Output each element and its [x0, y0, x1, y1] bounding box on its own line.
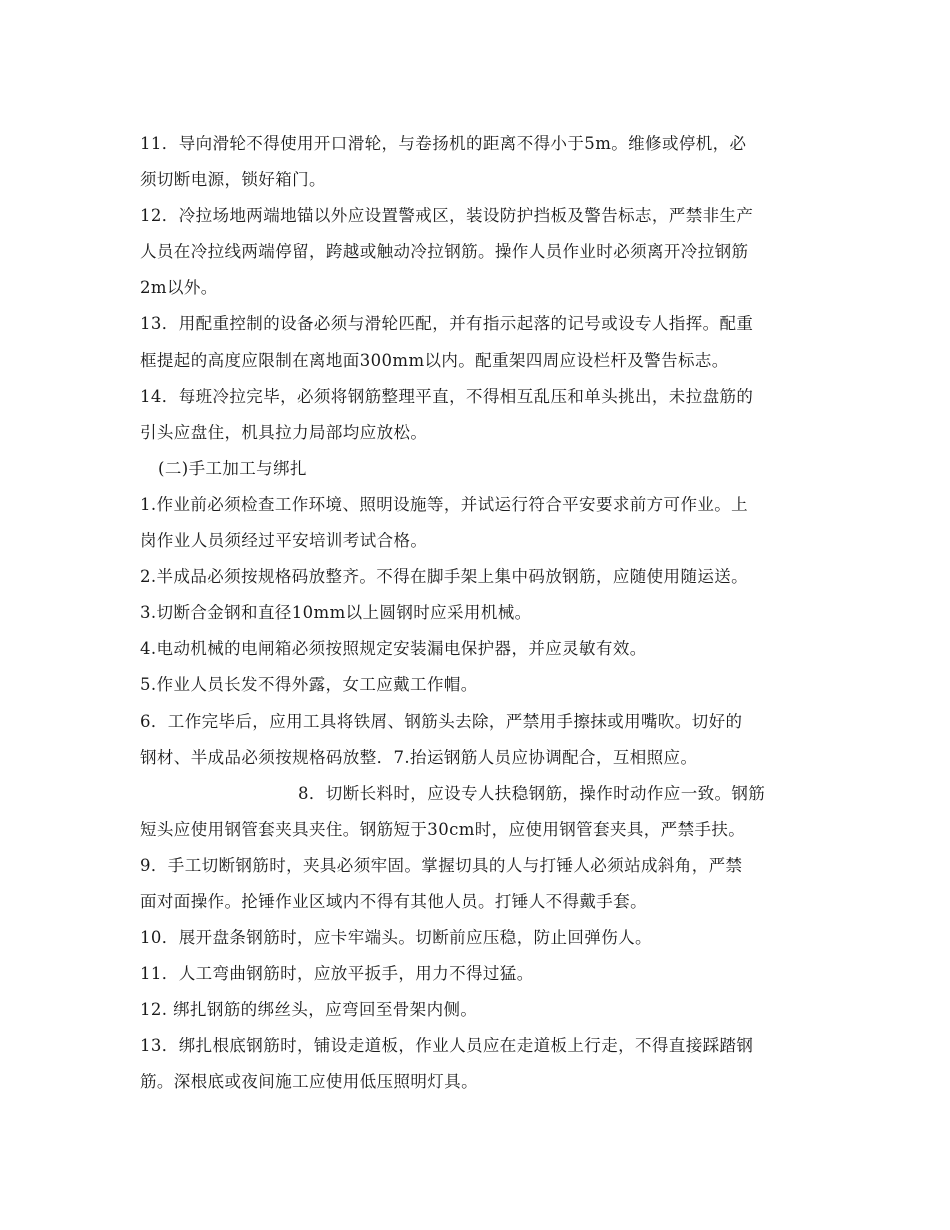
text-line: 须切断电源，锁好箱门。: [140, 170, 326, 190]
text-line: 9．手工切断钢筋时，夹具必须牢固。掌握切具的人与打锤人必须站成斜角，严禁: [140, 855, 743, 875]
text-line: 筋。深根底或夜间施工应使用低压照明灯具。: [140, 1072, 478, 1092]
text-line: 人员在冷拉线两端停留，跨越或触动冷拉钢筋。操作人员作业时必须离开冷拉钢筋: [140, 242, 749, 262]
text-line: 14．每班冷拉完毕，必须将钢筋整理平直，不得相互乱压和单头挑出，未拉盘筋的: [140, 386, 754, 406]
text-line: 10．展开盘条钢筋时，应卡牢端头。切断前应压稳，防止回弹伤人。: [140, 928, 652, 948]
text-line: 11．导向滑轮不得使用开口滑轮，与卷扬机的距离不得小于5m。维修或停机，必: [140, 134, 747, 153]
text-line: 2m以外。: [140, 278, 218, 298]
text-line: 岗作业人员须经过平安培训考试合格。: [140, 531, 428, 551]
text-line: 6．工作完毕后，应用工具将铁屑、钢筋头去除，严禁用手擦抹或用嘴吹。切好的: [140, 711, 743, 731]
text-line: 13．用配重控制的设备必须与滑轮匹配，并有指示起落的记号或设专人指挥。配重: [140, 314, 754, 334]
document-body: [140, 126, 812, 1101]
text-line: 5.作业人员长发不得外露，女工应戴工作帽。: [140, 675, 478, 695]
text-line: 12．冷拉场地两端地锚以外应设置警戒区，装设防护挡板及警告标志，严禁非生产: [140, 206, 754, 226]
section-heading: (二)手工加工与绑扎: [158, 458, 307, 478]
text-line: 3.切断合金钢和直径10mm以上圆钢时应采用机械。: [140, 603, 532, 623]
text-line: 面对面操作。抡锤作业区域内不得有其他人员。打锤人不得戴手套。: [140, 891, 647, 911]
text-line: 1.作业前必须检查工作环境、照明设施等，并试运行符合平安要求前方可作业。上: [140, 494, 749, 514]
text-line: 4.电动机械的电闸箱必须按照规定安装漏电保护器，并应灵敏有效。: [140, 639, 647, 659]
text-line: 框提起的高度应限制在离地面300mm以内。配重架四周应设栏杆及警告标志。: [140, 350, 729, 370]
text-line: 11．人工弯曲钢筋时，应放平扳手，用力不得过猛。: [140, 964, 534, 984]
text-line: 钢材、半成品必须按规格码放整．7.抬运钢筋人员应协调配合，互相照应。: [140, 747, 698, 767]
text-line: 2.半成品必须按规格码放整齐。不得在脚手架上集中码放钢筋，应随使用随运送。: [140, 567, 749, 587]
text-line: 12. 绑扎钢筋的绑丝头，应弯回至骨架内侧。: [140, 1000, 478, 1020]
text-line: 短头应使用钢管套夹具夹住。钢筋短于30cm时，应使用钢管套夹具，严禁手扶。: [140, 819, 746, 839]
text-line: 引头应盘住，机具拉力局部均应放松。: [140, 422, 428, 442]
text-line: 13．绑扎根底钢筋时，铺设走道板，作业人员应在走道板上行走，不得直接踩踏钢: [140, 1036, 754, 1056]
text-line: 8．切断长料时，应设专人扶稳钢筋，操作时动作应一致。钢筋: [298, 783, 766, 803]
